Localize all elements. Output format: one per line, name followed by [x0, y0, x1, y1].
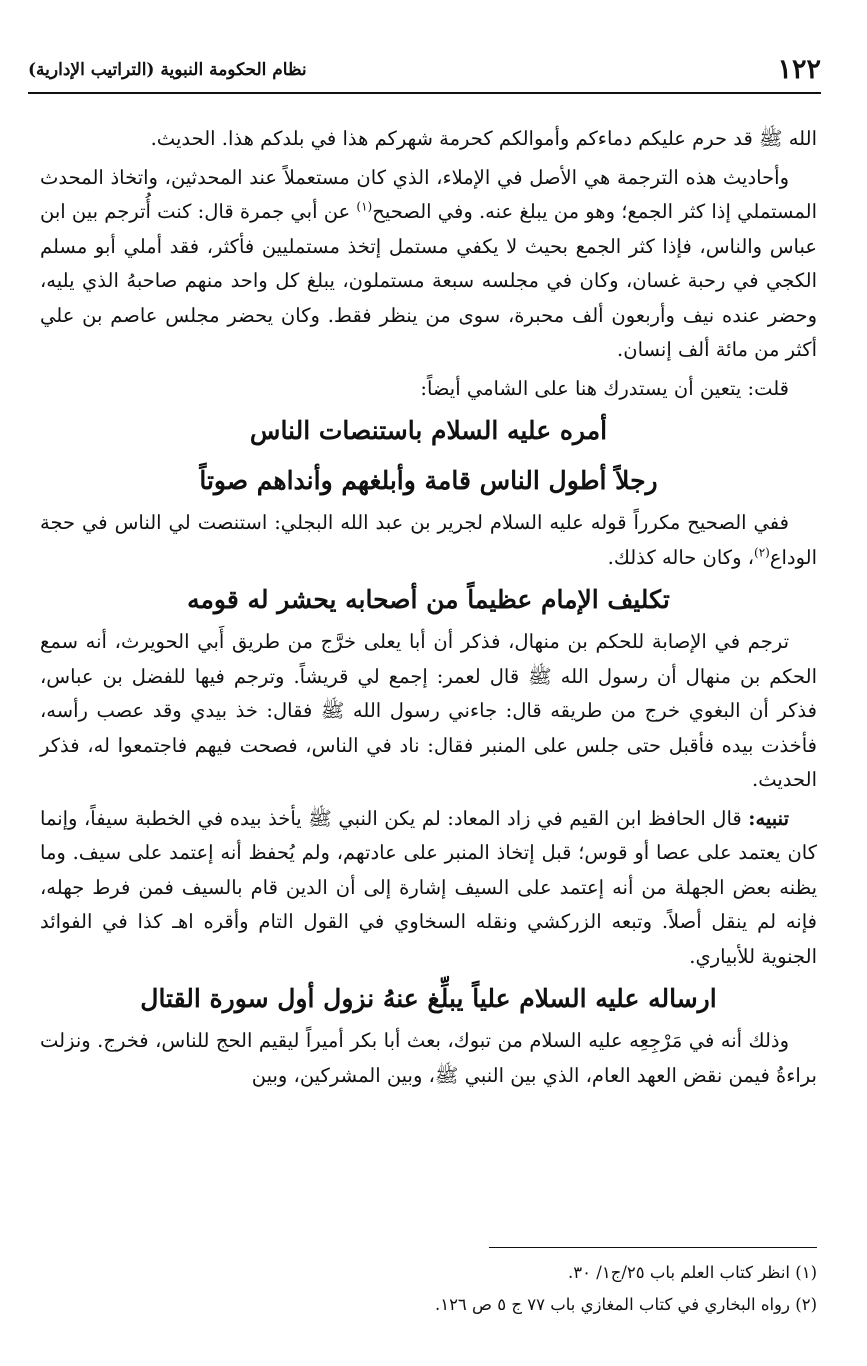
page-header: [28, 52, 821, 94]
paragraph-tabuk: وذلك أنه في مَرْجِعِه عليه السلام من تبوك، بعث أبا بكر أميراً ليقيم الحج للناس، فخرج. ونزلت براءةُ فيمن نقض العهد العام، الذي بين النبي ﷺ، وبين المشركين، وبين: [40, 1029, 817, 1087]
paragraph-istinsat-part2: ، وكان حاله كذلك.: [607, 545, 754, 569]
tanbih-text: قال الحافظ ابن القيم في زاد المعاد: لم يكن النبي ﷺ يأخذ بيده في الخطبة سيفاً، وإنما كان يعتمد على عصا أو قوس؛ قبل إتخاذ المنبر على عادتهم، ولم يُحفظ أنه إعتمد على سيف. وما يظنه بعض الجهلة من أنه إعتمد على السيف إشارة إلى أن الدين قام بالسيف فمن فرط جهله، فإنه لم ينقل أصلاً. وتبعه الزركشي ونقله السخاوي في القول التام وأقره اهـ كذا في الفوائد الجنوية للأبياري.: [40, 806, 817, 968]
section-heading-1-line1: أمره عليه السلام باستنصات الناس: [249, 416, 608, 445]
footnote-ref-1: (١): [356, 199, 373, 214]
paragraph-imla: [40, 161, 817, 368]
page-body: [40, 122, 817, 1093]
footnotes: [200, 1257, 817, 1321]
paragraph-tanbih: [40, 802, 817, 975]
footnote-2: (٢) رواه البخاري في كتاب المغازي باب ٧٧ ج ٥ ص ١٢٦.: [434, 1295, 817, 1314]
paragraph-imla-part2: عن أبي جمرة قال: كنت أُترجم بين ابن عباس والناس، فإذا كثر الجمع بحيث لا يكفي مستمل إتخذ مستمليين فأكثر، فقد أملي أبو مسلم الكجي في رحبة غسان، وكان في مجلسه سبعة مستملون، يبلغ كل واحد منهم صاحبهُ الذي يليه، وحضر عنده نيف وأربعون ألف محبرة، سوى من ينظر فقط. وكان يحضر مجلس عاصم بن علي أكثر من مائة ألف إنسان.: [40, 200, 817, 361]
paragraph-note: قلت: يتعين أن يستدرك هنا على الشامي أيضاً:: [420, 376, 789, 400]
footnote-divider: [489, 1247, 817, 1248]
page-number: ١٢٢: [777, 54, 821, 85]
footnote-1: (١) انظر كتاب العلم باب ٢٥/ج١/ ٣٠.: [568, 1263, 817, 1282]
paragraph-istinsat-part1: ففي الصحيح مكرراً قوله عليه السلام لجرير بن عبد الله البجلي: استنصت لي الناس في حجة الوداع: [40, 511, 817, 569]
section-heading-2: تكليف الإمام عظيماً من أصحابه يحشر له قومه: [187, 585, 670, 614]
paragraph-isaba: ترجم في الإصابة للحكم بن منهال، فذكر أن أبا يعلى خرَّج من طريق أَبي الحويرث، أنه سمع الحكم بن منهال أن رسول الله ﷺ قال لعمر: إجمع لي قريشاً. وترجم فيها للفضل بن عباس، فذكر أن البغوي خرج من طريقه قال: جاءني رسول الله ﷺ فقال: خذ بيدي وقد عصب رأسه، فأخذت بيده فأقبل حتى جلس على المنبر فقال: ناد في الناس، فصحت فيهم فاجتمعوا له، فذكر الحديث.: [40, 630, 817, 791]
paragraph-imla-part1: وأحاديث هذه الترجمة هي الأصل في الإملاء، الذي كان مستعملاً عند المحدثين، واتخاذ المحدث المستملي إذا كثر الجمع؛ وهو من يبلغ عنه. وفي الصحيح: [40, 165, 817, 223]
tanbih-label: تنبيه:: [748, 806, 789, 830]
paragraph-istinsat: [40, 506, 817, 575]
paragraph-hadith-end: الله ﷺ قد حرم عليكم دماءكم وأموالكم كحرمة شهركم هذا في بلدكم هذا. الحديث.: [150, 127, 817, 150]
section-heading-1-line2: رجلاً أطول الناس قامة وأبلغهم وأنداهم صوتاً: [199, 466, 658, 495]
running-title: نظام الحكومة النبوية (التراتيب الإدارية): [28, 60, 307, 80]
section-heading-3: ارساله عليه السلام علياً يبلِّغ عنهُ نزول أول سورة القتال: [140, 984, 717, 1013]
footnote-ref-2: (٢): [754, 545, 770, 559]
